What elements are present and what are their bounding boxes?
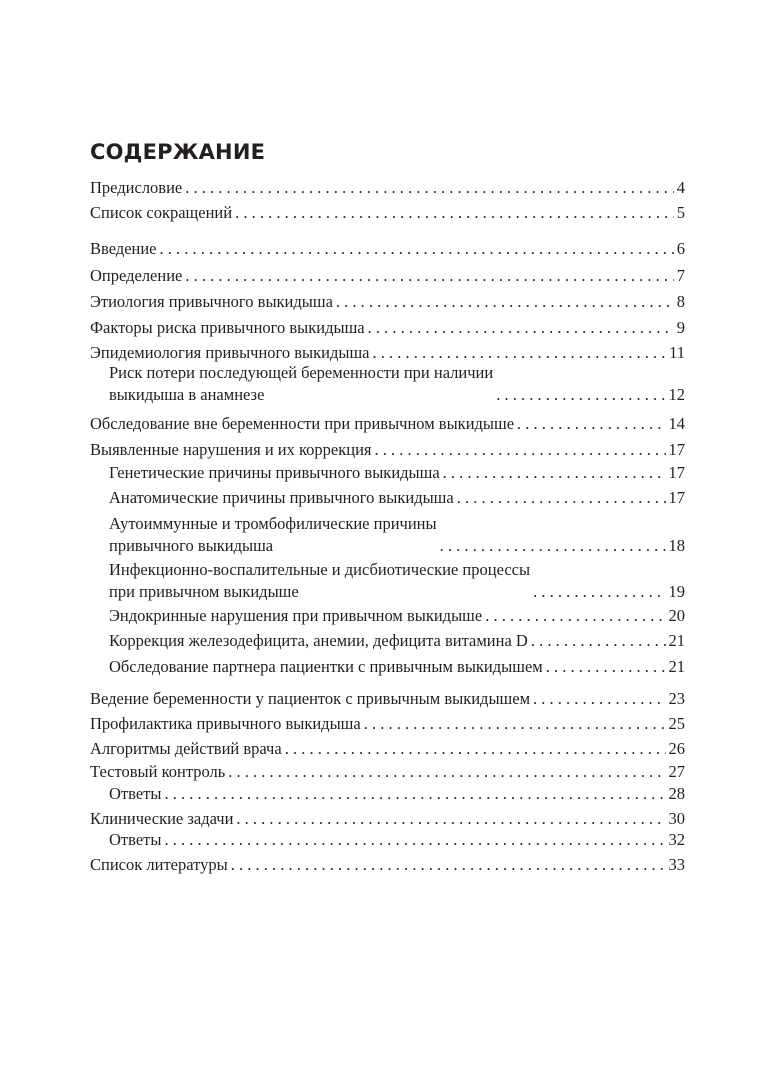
toc-entry-text: выкидыша в анамнезе — [109, 385, 265, 404]
toc-entry-text: Тестовый контроль — [90, 762, 226, 781]
toc-entry-text: привычного выкидыша — [109, 536, 274, 555]
dot-leader — [235, 202, 674, 224]
dot-leader — [531, 630, 666, 652]
toc-page-number: 30 — [668, 809, 685, 828]
dot-leader — [457, 487, 666, 509]
toc-entry-text: Генетические причины привычного выкидыша — [109, 463, 440, 482]
dot-leader — [375, 439, 666, 461]
toc-page-number: 33 — [668, 855, 685, 874]
toc-entry[interactable] — [109, 783, 685, 805]
toc-entry-text: Ответы — [109, 830, 162, 849]
toc-entry[interactable] — [90, 342, 685, 364]
toc-entry-text: Ведение беременности у пациенток с привычным выкидышем — [90, 689, 531, 708]
toc-title: СОДЕРЖАНИЕ — [90, 140, 266, 164]
toc-entry-text: Алгоритмы действий врача — [90, 739, 282, 758]
dot-leader — [533, 688, 665, 710]
toc-entry-text: Ответы — [109, 784, 162, 803]
toc-entry[interactable] — [109, 513, 685, 557]
toc-entry-text-block — [109, 362, 493, 406]
toc-page-number: 12 — [668, 385, 685, 404]
toc-entry-text: Профилактика привычного выкидыша — [90, 714, 361, 733]
toc-page-number: 32 — [668, 830, 685, 849]
toc-page-number: 26 — [668, 739, 685, 758]
toc-entry-text-line1: Риск потери последующей беременности при наличии — [109, 363, 494, 382]
toc-entry[interactable] — [109, 487, 685, 509]
dot-leader — [496, 384, 665, 406]
toc-entry-text: Факторы риска привычного выкидыша — [90, 318, 365, 337]
toc-entry[interactable] — [90, 808, 685, 830]
toc-entry[interactable] — [109, 559, 685, 603]
toc-entry[interactable] — [90, 265, 685, 287]
toc-entry[interactable] — [109, 656, 685, 678]
dot-leader — [336, 291, 674, 313]
toc-entry[interactable] — [90, 317, 685, 339]
toc-entry[interactable] — [90, 177, 685, 199]
toc-entry-text: Коррекция железодефицита, анемии, дефицита витамина D — [109, 631, 528, 650]
dot-leader — [517, 413, 665, 435]
toc-page-number: 7 — [676, 266, 685, 285]
toc-page-number: 17 — [668, 440, 685, 459]
toc-entry[interactable] — [90, 202, 685, 224]
toc-entry[interactable] — [109, 630, 685, 652]
toc-entry-text: Обследование партнера пациентки с привычным выкидышем — [109, 657, 543, 676]
toc-page-number: 17 — [668, 463, 685, 482]
toc-page-number: 21 — [668, 657, 685, 676]
toc-entry-text: Предисловие — [90, 178, 183, 197]
toc-page-number: 6 — [676, 239, 685, 258]
toc-entry-text-block — [109, 513, 437, 557]
toc-entry-text: Определение — [90, 266, 183, 285]
dot-leader — [364, 713, 666, 735]
toc-entry-text-line1: Аутоиммунные и тромбофилические причины — [109, 514, 437, 533]
toc-page-number: 20 — [668, 606, 685, 625]
dot-leader — [185, 265, 673, 287]
toc-page-number: 23 — [668, 689, 685, 708]
toc-entry-text: Список литературы — [90, 855, 228, 874]
dot-leader — [160, 238, 674, 260]
toc-page-number: 17 — [668, 488, 685, 507]
dot-leader — [443, 462, 666, 484]
toc-entry[interactable] — [90, 738, 685, 760]
toc-entry-text: Анатомические причины привычного выкидыша — [109, 488, 454, 507]
dot-leader — [164, 829, 665, 851]
toc-entry-text: Введение — [90, 239, 157, 258]
toc-entry-text-block — [109, 559, 530, 603]
toc-entry-text: Эндокринные нарушения при привычном выкидыше — [109, 606, 483, 625]
toc-page-number: 25 — [668, 714, 685, 733]
toc-entry-text: Этиология привычного выкидыша — [90, 292, 333, 311]
toc-entry[interactable] — [90, 413, 685, 435]
toc-page-number: 11 — [669, 343, 685, 362]
dot-leader — [368, 317, 674, 339]
dot-leader — [228, 761, 665, 783]
toc-entry[interactable] — [109, 605, 685, 627]
dot-leader — [533, 581, 665, 603]
toc-page-number: 19 — [668, 582, 685, 601]
toc-page-number: 14 — [668, 414, 685, 433]
toc-entry[interactable] — [109, 462, 685, 484]
toc-entry[interactable] — [90, 291, 685, 313]
toc-entry[interactable] — [109, 362, 685, 406]
toc-page-number: 5 — [676, 203, 685, 222]
toc-entry[interactable] — [90, 238, 685, 260]
toc-entry-text: Выявленные нарушения и их коррекция — [90, 440, 372, 459]
dot-leader — [485, 605, 665, 627]
toc-page-number: 9 — [676, 318, 685, 337]
dot-leader — [440, 535, 666, 557]
toc-entry-text: при привычном выкидыше — [109, 582, 299, 601]
toc-entry-text: Клинические задачи — [90, 809, 234, 828]
toc-entry[interactable] — [109, 829, 685, 851]
toc-entry[interactable] — [90, 713, 685, 735]
toc-entry[interactable] — [90, 439, 685, 461]
dot-leader — [546, 656, 666, 678]
toc-page-number: 18 — [668, 536, 685, 555]
dot-leader — [231, 854, 666, 876]
toc-page-number: 8 — [676, 292, 685, 311]
toc-page-number: 21 — [668, 631, 685, 650]
toc-entry-text: Эпидемиология привычного выкидыша — [90, 343, 370, 362]
dot-leader — [164, 783, 665, 805]
toc-entry-text: Обследование вне беременности при привычном выкидыше — [90, 414, 515, 433]
dot-leader — [185, 177, 674, 199]
toc-entry[interactable] — [90, 761, 685, 783]
dot-leader — [285, 738, 666, 760]
toc-page-number: 28 — [668, 784, 685, 803]
toc-entry[interactable] — [90, 688, 685, 710]
toc-entry[interactable] — [90, 854, 685, 876]
toc-entry-text-line1: Инфекционно-воспалительные и дисбиотические процессы — [109, 560, 531, 579]
toc-entry-text: Список сокращений — [90, 203, 233, 222]
toc-page-number: 4 — [676, 178, 685, 197]
dot-leader — [236, 808, 665, 830]
toc-page-number: 27 — [668, 762, 685, 781]
dot-leader — [373, 342, 667, 364]
